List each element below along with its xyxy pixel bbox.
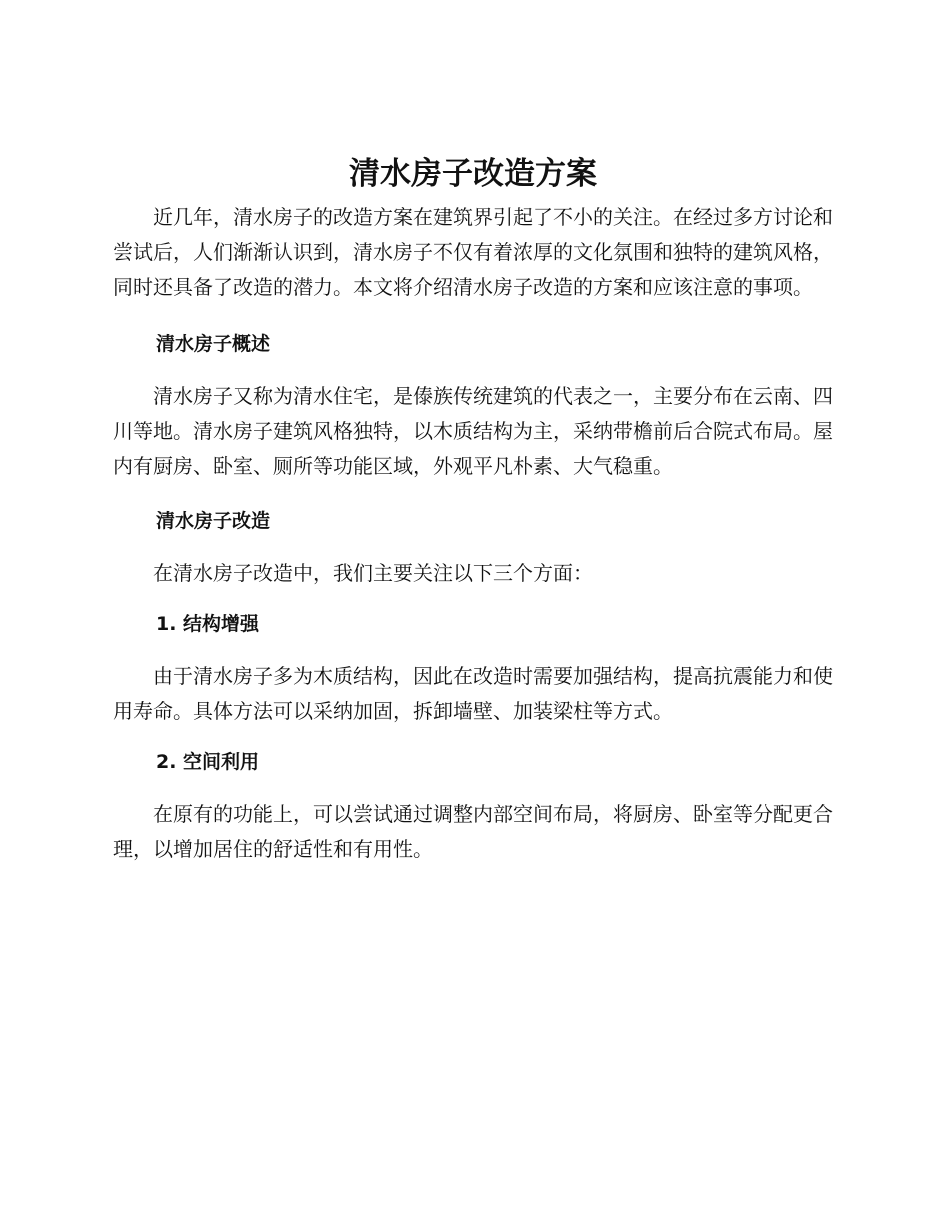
point-heading-structure: 1. 结构增强 [156,613,260,635]
structure-paragraph: 由于清水房子多为木质结构，因此在改造时需要加强结构，提高抗震能力和使用寿命。具体方法可以采纳加固，拆卸墙壁、加装梁柱等方式。 [113,664,833,723]
document-page [113,148,833,867]
section-heading-overview: 清水房子概述 [156,333,271,355]
section-heading-renovation: 清水房子改造 [156,510,271,532]
intro-paragraph: 近几年，清水房子的改造方案在建筑界引起了不小的关注。在经过多方讨论和尝试后，人们渐渐认识到，清水房子不仅有着浓厚的文化氛围和独特的建筑风格，同时还具备了改造的潜力。本文将介绍清水房子改造的方案和应该注意的事项。 [113,205,833,299]
space-paragraph: 在原有的功能上，可以尝试通过调整内部空间布局，将厨房、卧室等分配更合理，以增加居住的舒适性和有用性。 [113,802,833,861]
document-title: 清水房子改造方案 [349,156,597,192]
point-heading-space: 2. 空间利用 [156,751,260,773]
overview-paragraph: 清水房子又称为清水住宅，是傣族传统建筑的代表之一，主要分布在云南、四川等地。清水房子建筑风格独特，以木质结构为主，采纳带檐前后合院式布局。屋内有厨房、卧室、厕所等功能区域，外观平凡朴素、大气稳重。 [113,384,833,478]
renovation-intro-paragraph: 在清水房子改造中，我们主要关注以下三个方面： [153,561,593,585]
